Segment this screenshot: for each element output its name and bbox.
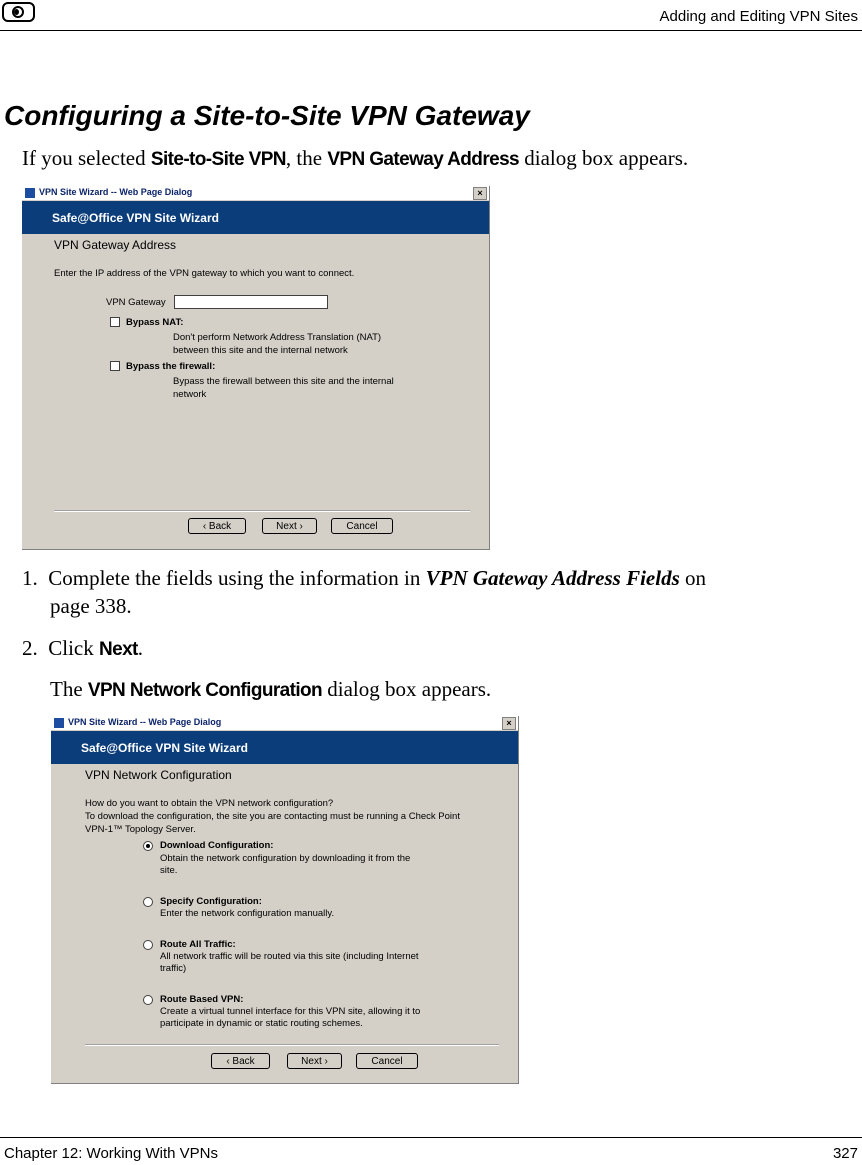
bypass-firewall-desc: network: [173, 389, 207, 400]
button-separator: [54, 510, 470, 512]
dialog-title-bar: VPN Site Wizard -- Web Page Dialog ×: [22, 186, 489, 200]
next-term: Next: [99, 639, 138, 660]
option-label: Route All Traffic:: [160, 939, 236, 950]
bypass-firewall-label: Bypass the firewall:: [126, 361, 216, 372]
network-config-term: VPN Network Configuration: [87, 680, 323, 701]
bypass-nat-desc: Don't perform Network Address Translation (NAT): [173, 332, 382, 343]
footer-rule: [0, 1137, 862, 1138]
page-number: 327: [832, 1145, 858, 1162]
route-based-vpn-radio[interactable]: [143, 995, 153, 1005]
next-button[interactable]: Next ›: [287, 1053, 342, 1069]
option-label: Specify Configuration:: [160, 896, 262, 907]
question-text: How do you want to obtain the VPN network configuration?: [85, 798, 334, 809]
header-rule: [0, 30, 862, 31]
intro-paragraph: If you selected Site-to-Site VPN, the VPN Gateway Address dialog box appears.: [22, 146, 689, 170]
option-desc: All network traffic will be routed via this site (including Internet: [160, 951, 419, 962]
wizard-banner: Safe@Office VPN Site Wizard: [51, 731, 518, 764]
bypass-firewall-desc: Bypass the firewall between this site and the internal: [173, 376, 394, 387]
step-1-continued: page 338.: [50, 594, 132, 618]
vpn-logo-icon: [2, 2, 35, 22]
cross-reference-link[interactable]: VPN Gateway Address Fields: [425, 566, 680, 590]
specify-config-radio[interactable]: [143, 897, 153, 907]
wizard-banner: Safe@Office VPN Site Wizard: [22, 201, 489, 234]
vpn-network-configuration-dialog: [51, 716, 519, 1084]
dialog-title-bar: VPN Site Wizard -- Web Page Dialog ×: [51, 716, 518, 730]
question-text: To download the configuration, the site you are contacting must be running a Check Point: [85, 811, 460, 822]
bypass-nat-checkbox[interactable]: [110, 317, 120, 327]
cancel-button[interactable]: Cancel: [331, 518, 393, 534]
question-text: VPN-1™ Topology Server.: [85, 824, 196, 835]
dialog-subtitle: VPN Gateway Address: [54, 238, 177, 252]
window-icon: [54, 718, 64, 728]
window-icon: [25, 188, 35, 198]
close-icon[interactable]: ×: [502, 717, 516, 730]
option-desc: Create a virtual tunnel interface for this VPN site, allowing it to: [160, 1006, 421, 1017]
route-all-traffic-radio[interactable]: [143, 940, 153, 950]
button-separator: [85, 1044, 499, 1046]
instruction-text: Enter the IP address of the VPN gateway to which you want to connect.: [54, 268, 355, 279]
running-header: Adding and Editing VPN Sites: [659, 8, 858, 25]
result-paragraph: The VPN Network Configuration dialog box appears.: [50, 677, 492, 701]
back-button[interactable]: ‹ Back: [188, 518, 246, 534]
section-heading: Configuring a Site-to-Site VPN Gateway: [4, 100, 530, 131]
bypass-nat-label: Bypass NAT:: [126, 317, 184, 328]
back-button[interactable]: ‹ Back: [211, 1053, 270, 1069]
dialog-subtitle: VPN Network Configuration: [85, 768, 232, 782]
close-icon[interactable]: ×: [473, 187, 487, 200]
download-config-radio[interactable]: [143, 841, 153, 851]
gateway-dialog-term: VPN Gateway Address: [327, 149, 520, 170]
option-label: Download Configuration:: [160, 840, 274, 851]
option-label: Route Based VPN:: [160, 994, 244, 1005]
step-2: 2. Click Next.: [22, 636, 144, 660]
footer-chapter: Chapter 12: Working With VPNs: [4, 1145, 218, 1162]
step-1: 1. Complete the fields using the information in VPN Gateway Address Fields on: [22, 566, 706, 590]
bypass-nat-desc: between this site and the internal network: [173, 345, 348, 356]
option-desc: Obtain the network configuration by downloading it from the: [160, 853, 411, 864]
gateway-label: VPN Gateway: [106, 297, 166, 308]
option-desc: Enter the network configuration manually.: [160, 908, 335, 919]
option-desc: participate in dynamic or static routing schemes.: [160, 1018, 363, 1029]
cancel-button[interactable]: Cancel: [356, 1053, 418, 1069]
site-to-site-term: Site-to-Site VPN: [150, 149, 286, 170]
next-button[interactable]: Next ›: [262, 518, 317, 534]
option-desc: traffic): [160, 963, 187, 974]
option-desc: site.: [160, 865, 178, 876]
vpn-gateway-input[interactable]: [174, 295, 328, 309]
bypass-firewall-checkbox[interactable]: [110, 361, 120, 371]
vpn-gateway-address-dialog: [22, 186, 490, 550]
